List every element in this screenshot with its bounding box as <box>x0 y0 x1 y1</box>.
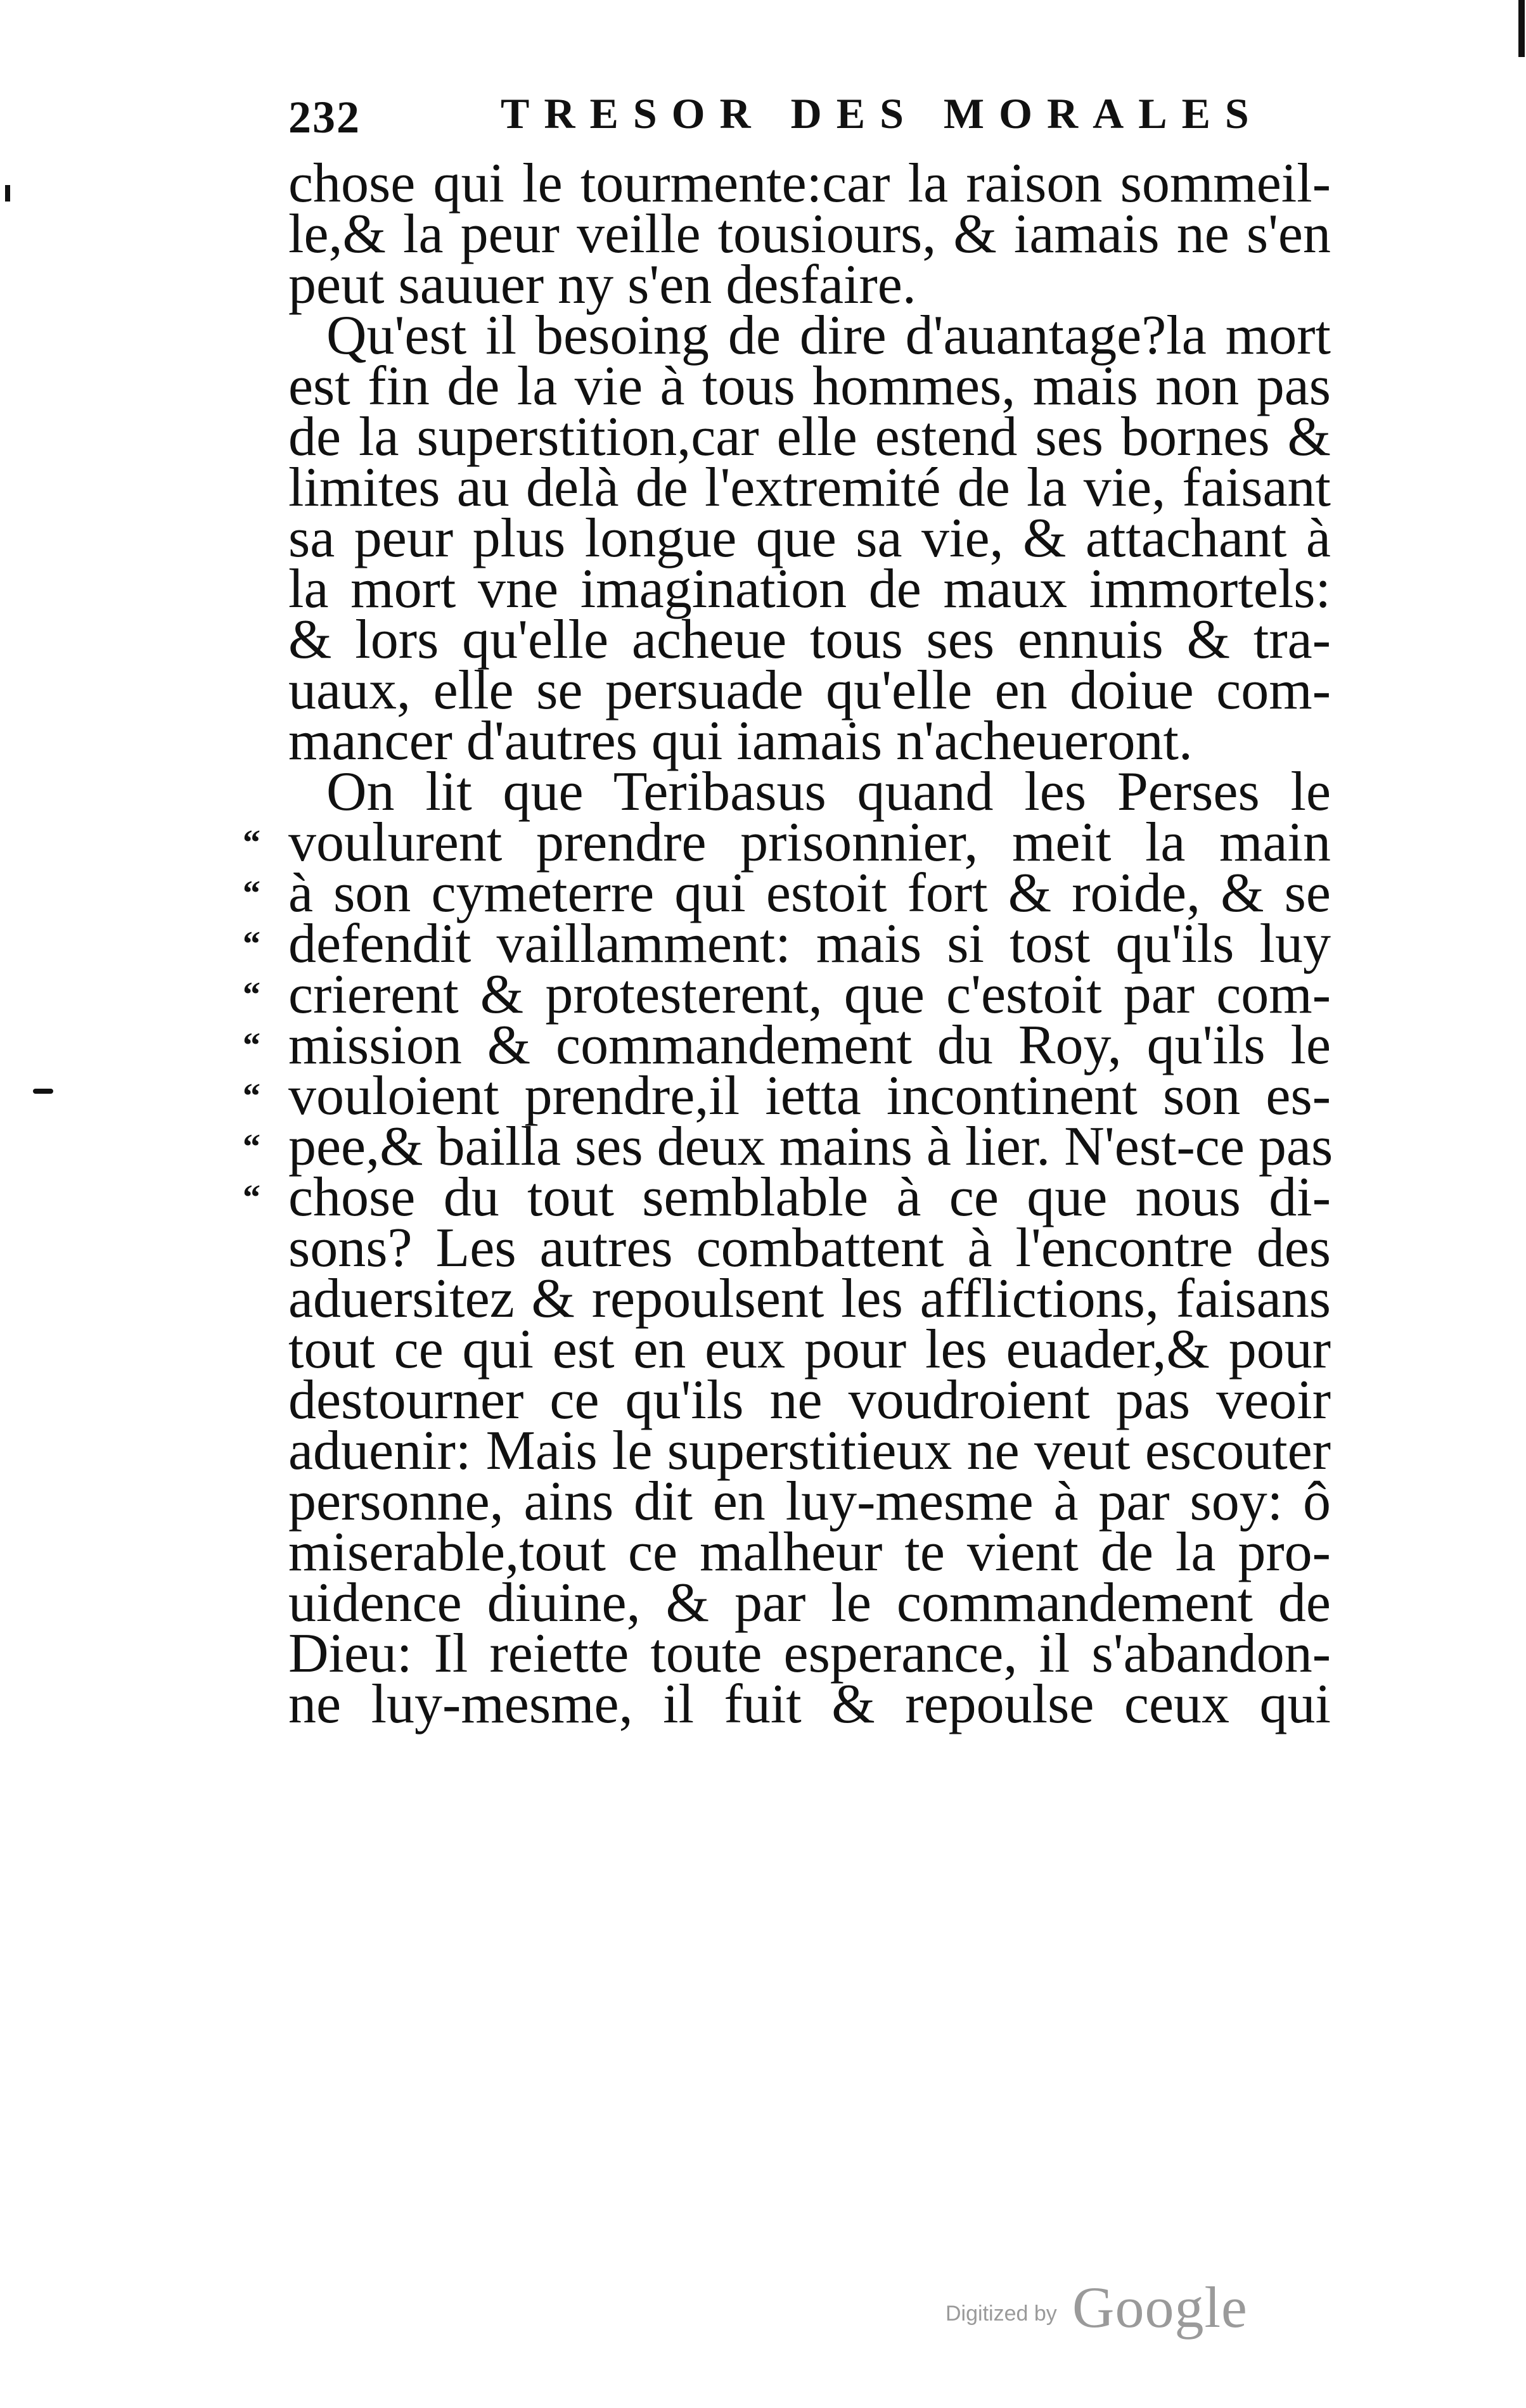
page-number: 232 <box>288 92 361 143</box>
text-line: “ chose du tout semblable à ce que nous di- <box>243 1167 1331 1228</box>
text-line: la mort vne imagination de maux immortels: <box>288 558 1331 620</box>
body-text <box>243 153 1333 1735</box>
quotation-marker: “ <box>243 1077 260 1116</box>
text-line: Qu'est il besoing de dire d'auantage?la mort <box>326 305 1331 366</box>
text-line: miserable,tout ce malheur te vient de la pro- <box>288 1521 1331 1583</box>
text-line: tout ce qui est en eux pour les euader,& pour <box>288 1319 1331 1380</box>
text-line: ne luy-mesme, il fuit & repoulse ceux qui <box>288 1674 1331 1735</box>
text-line: “ mission & commandement du Roy, qu'ils le <box>243 1015 1331 1076</box>
google-logo: Google <box>1072 2275 1248 2340</box>
text-line: uaux, elle se persuade qu'elle en doiue com- <box>288 660 1331 721</box>
text-line: “ crierent & protesterent, que c'estoit par com- <box>243 964 1331 1025</box>
text-line: “ pee,& bailla ses deux mains à lier. N'est-ce pas <box>243 1116 1333 1177</box>
text-line: peut sauuer ny s'en desfaire. <box>288 254 916 316</box>
text-line: est fin de la vie à tous hommes, mais non pas <box>288 355 1331 417</box>
text-line: mancer d'autres qui iamais n'acheueront. <box>288 710 1193 772</box>
digitized-by-label: Digitized by <box>946 2302 1057 2326</box>
margin-speck <box>5 185 10 202</box>
quotation-marker: “ <box>243 925 260 964</box>
running-title: TRESOR DES MORALES <box>501 89 1264 138</box>
quotation-marker: “ <box>243 1127 260 1167</box>
text-line: “ defendit vaillamment: mais si tost qu'ils luy <box>243 913 1331 975</box>
text-line: Dieu: Il reiette toute esperance, il s'abandon- <box>288 1623 1331 1684</box>
quotation-marker: “ <box>243 975 260 1015</box>
text-line: de la superstition,car elle estend ses bornes & <box>288 406 1331 468</box>
text-line: “ à son cymeterre qui estoit fort & roide, & se <box>243 862 1331 924</box>
text-line: le,& la peur veille tousiours, & iamais ne s'en <box>288 203 1331 265</box>
text-line: & lors qu'elle acheue tous ses ennuis & tra- <box>288 609 1331 670</box>
text-line: sa peur plus longue que sa vie, & attachant à <box>288 508 1331 569</box>
text-line: “ vouloient prendre,il ietta incontinent son es- <box>243 1065 1331 1127</box>
quotation-marker: “ <box>243 823 260 862</box>
text-line: chose qui le tourmente:car la raison sommeil- <box>288 153 1331 214</box>
text-line: sons? Les autres combattent à l'encontre des <box>288 1217 1331 1279</box>
text-line: “ voulurent prendre prisonnier, meit la main <box>243 812 1331 873</box>
digitization-watermark <box>946 2275 1465 2340</box>
text-line: aduersitez & repoulsent les afflictions, faisans <box>288 1268 1331 1329</box>
text-line: destourner ce qu'ils ne voudroient pas veoir <box>288 1369 1331 1431</box>
quotation-marker: “ <box>243 874 260 913</box>
quotation-marker: “ <box>243 1178 260 1217</box>
text-line: aduenir: Mais le superstitieux ne veut escouter <box>288 1420 1331 1482</box>
running-head <box>288 89 1350 150</box>
page-edge-shadow <box>1518 0 1525 57</box>
margin-dash <box>33 1089 53 1094</box>
quotation-marker: “ <box>243 1026 260 1065</box>
text-line: limites au delà de l'extremité de la vie, faisant <box>288 457 1331 518</box>
text-line: On lit que Teribasus quand les Perses le <box>326 761 1331 823</box>
text-line: personne, ains dit en luy-mesme à par soy: ô <box>288 1471 1331 1532</box>
text-line: uidence diuine, & par le commandement de <box>288 1572 1331 1634</box>
